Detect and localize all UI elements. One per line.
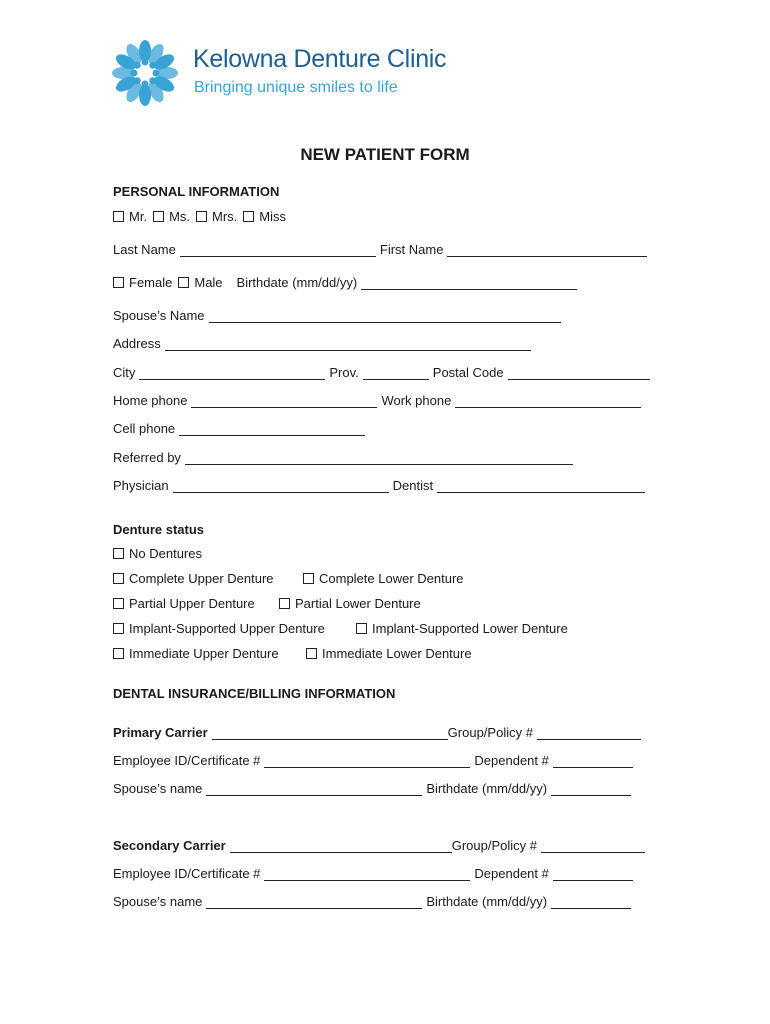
denture-heading: Denture status [113, 522, 205, 537]
primary-spouse-name-field[interactable] [206, 783, 422, 796]
address-field[interactable] [165, 338, 531, 351]
implant-upper-checkbox[interactable] [113, 621, 356, 636]
primary-spouse-row [113, 781, 635, 796]
denture-row-4 [113, 621, 568, 636]
home-phone-field[interactable] [191, 395, 377, 408]
birthdate-label: Birthdate (mm/dd/yy) [236, 275, 358, 290]
primary-birthdate-label: Birthdate (mm/dd/yy) [426, 781, 548, 796]
gender-birthdate-row [113, 275, 581, 290]
title-options [113, 209, 286, 224]
complete-upper-checkbox[interactable] [113, 571, 303, 586]
partial-lower-checkbox[interactable] [279, 596, 421, 611]
secondary-dependent-label: Dependent # [474, 866, 549, 881]
clinic-name: Kelowna Denture Clinic [193, 45, 447, 73]
title-ms-label: Ms. [169, 209, 191, 224]
primary-group-policy-field[interactable] [537, 727, 641, 740]
no-dentures-checkbox[interactable] [113, 546, 202, 561]
partial-upper-label: Partial Upper Denture [129, 596, 255, 611]
female-checkbox[interactable] [113, 275, 172, 290]
denture-row-5 [113, 646, 472, 661]
city-label: City [113, 365, 136, 380]
secondary-carrier-row [113, 838, 649, 853]
checkbox-icon [113, 277, 124, 288]
last-name-field[interactable] [180, 244, 376, 257]
checkbox-icon [356, 623, 367, 634]
complete-lower-label: Complete Lower Denture [319, 571, 464, 586]
clinic-tagline: Bringing unique smiles to life [194, 79, 398, 96]
title-miss-checkbox[interactable] [243, 209, 286, 224]
secondary-spouse-name-label: Spouse’s name [113, 894, 203, 909]
primary-group-policy-label: Group/Policy # [447, 725, 533, 740]
spouse-row [113, 308, 565, 323]
checkbox-icon [243, 211, 254, 222]
checkbox-icon [178, 277, 189, 288]
prov-label: Prov. [329, 365, 359, 380]
secondary-birthdate-label: Birthdate (mm/dd/yy) [426, 894, 548, 909]
partial-lower-label: Partial Lower Denture [295, 596, 421, 611]
phone-row [113, 393, 645, 408]
primary-dependent-field[interactable] [553, 755, 633, 768]
secondary-group-policy-label: Group/Policy # [451, 838, 537, 853]
home-phone-label: Home phone [113, 393, 188, 408]
male-label: Male [194, 275, 223, 290]
male-checkbox[interactable] [178, 275, 222, 290]
secondary-employee-id-field[interactable] [264, 868, 470, 881]
denture-row-3 [113, 596, 421, 611]
name-row [113, 242, 651, 257]
secondary-group-policy-field[interactable] [541, 840, 645, 853]
physician-row [113, 478, 649, 493]
postal-code-label: Postal Code [432, 365, 504, 380]
primary-carrier-field[interactable] [212, 727, 448, 740]
postal-code-field[interactable] [508, 367, 650, 380]
title-ms-checkbox[interactable] [153, 209, 190, 224]
checkbox-icon [153, 211, 164, 222]
checkbox-icon [113, 598, 124, 609]
title-miss-label: Miss [259, 209, 287, 224]
last-name-label: Last Name [113, 242, 176, 257]
city-row [113, 365, 654, 380]
implant-lower-checkbox[interactable] [356, 621, 568, 636]
checkbox-icon [113, 211, 124, 222]
referred-by-field[interactable] [185, 452, 573, 465]
implant-upper-label: Implant-Supported Upper Denture [129, 621, 325, 636]
form-title: NEW PATIENT FORM [300, 145, 470, 164]
cell-row [113, 421, 369, 436]
no-dentures-label: No Dentures [129, 546, 202, 561]
title-mrs-label: Mrs. [212, 209, 238, 224]
partial-upper-checkbox[interactable] [113, 596, 279, 611]
secondary-carrier-field[interactable] [230, 840, 452, 853]
complete-upper-label: Complete Upper Denture [129, 571, 274, 586]
checkbox-icon [196, 211, 207, 222]
cell-phone-field[interactable] [179, 423, 365, 436]
immediate-upper-label: Immediate Upper Denture [129, 646, 279, 661]
primary-birthdate-field[interactable] [551, 783, 631, 796]
city-field[interactable] [139, 367, 325, 380]
primary-carrier-row [113, 725, 645, 740]
dentist-label: Dentist [392, 478, 434, 493]
flower-logo-icon [110, 38, 180, 108]
physician-field[interactable] [173, 480, 389, 493]
referred-by-label: Referred by [113, 450, 181, 465]
spouse-name-label: Spouse’s Name [113, 308, 205, 323]
checkbox-icon [279, 598, 290, 609]
primary-spouse-name-label: Spouse’s name [113, 781, 203, 796]
cell-phone-label: Cell phone [113, 421, 176, 436]
prov-field[interactable] [363, 367, 429, 380]
title-mr-checkbox[interactable] [113, 209, 147, 224]
primary-employee-row [113, 753, 637, 768]
first-name-label: First Name [379, 242, 444, 257]
primary-employee-id-field[interactable] [264, 755, 470, 768]
personal-heading: PERSONAL INFORMATION [113, 184, 280, 199]
work-phone-label: Work phone [381, 393, 452, 408]
secondary-dependent-field[interactable] [553, 868, 633, 881]
spouse-name-field[interactable] [209, 310, 561, 323]
denture-row-2 [113, 571, 464, 586]
immediate-lower-label: Immediate Lower Denture [322, 646, 472, 661]
address-row [113, 336, 535, 351]
female-label: Female [129, 275, 173, 290]
immediate-upper-checkbox[interactable] [113, 646, 306, 661]
address-label: Address [113, 336, 161, 351]
birthdate-field[interactable] [361, 277, 577, 290]
checkbox-icon [306, 648, 317, 659]
secondary-employee-id-label: Employee ID/Certificate # [113, 866, 261, 881]
checkbox-icon [113, 573, 124, 584]
first-name-field[interactable] [447, 244, 647, 257]
checkbox-icon [113, 548, 124, 559]
checkbox-icon [113, 648, 124, 659]
secondary-employee-row [113, 866, 637, 881]
dentist-field[interactable] [437, 480, 645, 493]
secondary-spouse-row [113, 894, 635, 909]
secondary-birthdate-field[interactable] [551, 896, 631, 909]
immediate-lower-checkbox[interactable] [306, 646, 472, 661]
insurance-heading: DENTAL INSURANCE/BILLING INFORMATION [113, 686, 396, 701]
primary-employee-id-label: Employee ID/Certificate # [113, 753, 261, 768]
checkbox-icon [303, 573, 314, 584]
title-mr-label: Mr. [129, 209, 148, 224]
checkbox-icon [113, 623, 124, 634]
physician-label: Physician [113, 478, 169, 493]
secondary-spouse-name-field[interactable] [206, 896, 422, 909]
referred-row [113, 450, 577, 465]
implant-lower-label: Implant-Supported Lower Denture [372, 621, 568, 636]
title-mrs-checkbox[interactable] [196, 209, 237, 224]
secondary-carrier-label: Secondary Carrier [113, 838, 226, 853]
denture-row-1 [113, 546, 202, 561]
primary-carrier-label: Primary Carrier [113, 725, 208, 740]
complete-lower-checkbox[interactable] [303, 571, 464, 586]
work-phone-field[interactable] [455, 395, 641, 408]
primary-dependent-label: Dependent # [474, 753, 549, 768]
